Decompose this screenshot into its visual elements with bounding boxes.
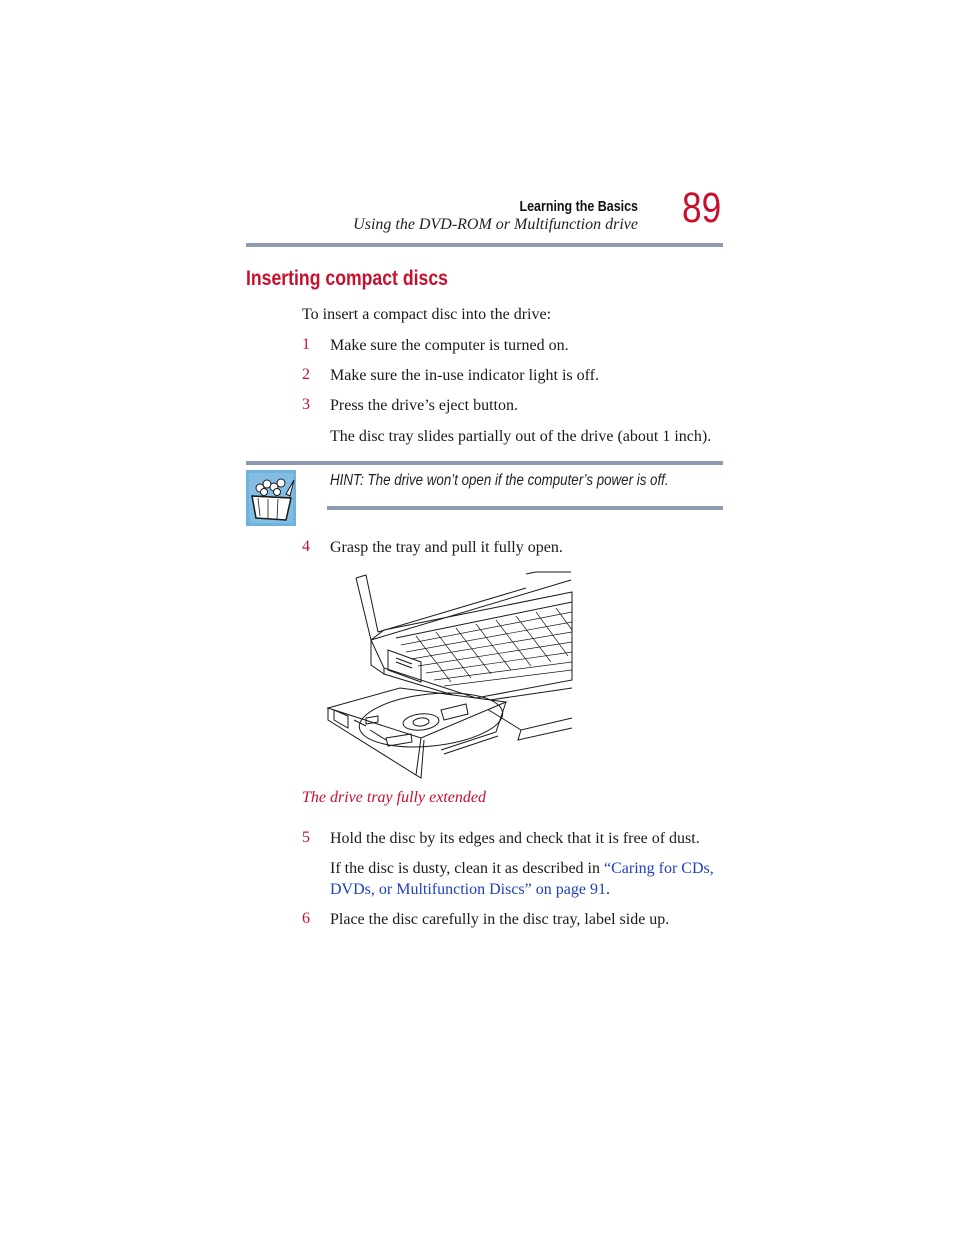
step-number: 5 bbox=[302, 829, 310, 846]
step-note-prefix: If the disc is dusty, clean it as described in bbox=[330, 860, 604, 877]
running-header-subsection: Using the DVD-ROM or Multifunction drive bbox=[353, 216, 638, 233]
hint-top-rule bbox=[246, 461, 723, 465]
laptop-drive-tray-illustration bbox=[326, 570, 574, 782]
step-note: The disc tray slides partially out of the drive (about 1 inch). bbox=[330, 428, 712, 445]
intro-text: To insert a compact disc into the drive: bbox=[302, 306, 552, 323]
step-text: Place the disc carefully in the disc tray, label side up. bbox=[330, 911, 670, 928]
treasure-chest-icon bbox=[246, 470, 296, 526]
header-rule bbox=[246, 243, 723, 247]
step-note-line bbox=[330, 859, 714, 879]
step-text: Press the drive’s eject button. bbox=[330, 397, 518, 414]
cross-reference-link-continued[interactable]: DVDs, or Multifunction Discs” on page 91 bbox=[330, 881, 606, 898]
step-number: 4 bbox=[302, 538, 310, 555]
step-text: Hold the disc by its edges and check that it is free of dust. bbox=[330, 830, 700, 847]
step-note-line bbox=[330, 880, 610, 900]
step-text: Make sure the computer is turned on. bbox=[330, 337, 569, 354]
running-header-section: Learning the Basics bbox=[519, 199, 638, 215]
section-title: Inserting compact discs bbox=[246, 267, 448, 290]
step-note-suffix: . bbox=[605, 881, 610, 898]
step-number: 2 bbox=[302, 366, 310, 383]
step-number: 1 bbox=[302, 336, 310, 353]
cross-reference-link[interactable]: “Caring for CDs, bbox=[604, 860, 714, 877]
step-number: 6 bbox=[302, 910, 310, 927]
hint-text: HINT: The drive won’t open if the computer’s power is off. bbox=[330, 472, 669, 489]
page-number: 89 bbox=[682, 184, 722, 232]
step-text: Grasp the tray and pull it fully open. bbox=[330, 539, 563, 556]
figure-caption: The drive tray fully extended bbox=[302, 789, 486, 806]
step-text: Make sure the in-use indicator light is off. bbox=[330, 367, 599, 384]
hint-bottom-rule bbox=[327, 506, 723, 510]
step-number: 3 bbox=[302, 396, 310, 413]
